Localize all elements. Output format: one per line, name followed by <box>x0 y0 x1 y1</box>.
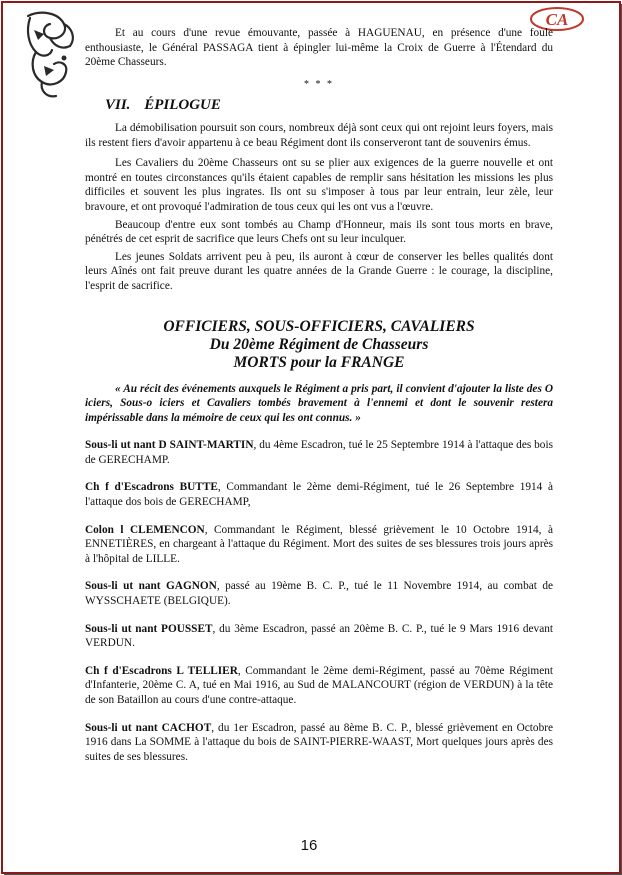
entry-text: , du 3ème Escadron, passé an 20ème B. C. P., tué le 9 Mars 1916 devant VERDUN. <box>85 622 553 650</box>
memorial-entry <box>85 579 553 608</box>
entry-text: , du 4ème Escadron, tué le 25 Septembre 1914 à l'attaque des bois de GERECHAMP. <box>85 439 553 466</box>
entry-name: Sous-li ut nant D SAINT-MARTIN <box>85 439 254 452</box>
epilogue-paragraph-2: Les Cavaliers du 20ème Chasseurs ont su se plier aux exigences de la guerre nouvelle et ont montré en toutes circonstances qu'ils étaient capables de remplir sans hésitation les missions les plus difficiles et souvent les plus ingrates. Ils ont su s'imposer à tous par leur entrain, leur zèle, leur bravoure, et ont provoqué l'admiration de tous ceux qui les ont vus a l'œuvre. <box>85 157 553 213</box>
memorial-heading-line-3: MORTS pour la FRANGE <box>233 353 405 371</box>
memorial-entry <box>85 664 553 708</box>
memorial-entry <box>85 438 553 467</box>
entry-name: Sous-li ut nant CACHOT <box>85 721 212 734</box>
entry-name: Sous-li ut nant GAGNON <box>85 580 217 593</box>
entry-text: , du 1er Escadron, passé au 8ème B. C. P., blessé grièvement en Octobre 1916 dans La SOMME à l'attaque du bois de SAINT-PIERRE-WAAST, Mort quelques jours après des suites de ses blessures. <box>85 721 553 763</box>
memorial-entry <box>85 622 553 651</box>
entry-name: Colon l CLEMENCON <box>85 523 205 536</box>
entry-text: , Commandant le Régiment, blessé grièvement le 10 Octobre 1914, à ENNETIÈRES, en chargeant à l'attaque du Régiment. Mort des suites de ses blessures trois jours après à l'hôpital de LILLE. <box>85 523 553 565</box>
intro-paragraph: Et au cours d'une revue émouvante, passée à HAGUENAU, en présence d'une foule enthousiaste, le Général PASSAGA tient à épingler lui-même la Croix de Guerre à l'Étendard du 20ème Chasseurs. <box>85 27 553 69</box>
entry-name: Sous-li ut nant POUSSET <box>85 622 213 635</box>
section-separator: * * * <box>304 78 334 90</box>
memorial-heading-line-2: Du 20ème Régiment de Chasseurs <box>209 335 429 353</box>
section-heading <box>105 98 553 113</box>
memorial-entry <box>85 480 553 509</box>
entry-name: Ch f d'Escadrons L TELLIER <box>85 664 238 677</box>
entry-text: , Commandant le 2ème demi-Régiment, passé au 70ème Régiment d'Infanterie, 20ème C. A, tué en Mai 1916, au Sud de MALANCOURT (région de VERDUN) à la tête de son Bataillon au cours d'une contre-attaque. <box>85 664 553 706</box>
memorial-entry <box>85 721 553 765</box>
page-content <box>85 26 553 764</box>
epilogue-paragraph-3: Beaucoup d'entre eux sont tombés au Champ d'Honneur, mais ils sont tous morts en brave, pénétrés de cet esprit de sacrifice que leurs Chefs ont su leur inculquer. <box>85 218 553 246</box>
entry-text: , Commandant le 2ème demi-Régiment, tué le 26 Septembre 1914 à l'attaque dos bois de GERECHAMP, <box>85 481 553 509</box>
epilogue-paragraph-4: Les jeunes Soldats arrivent peu à peu, ils auront à cœur de conserver les belles qualités dont leurs Aînés ont fait preuve durant les quatre années de la Grande Guerre : le courage, la discipline, l'esprit de sacrifice. <box>85 250 553 292</box>
memorial-heading <box>85 318 553 372</box>
memorial-entry <box>85 523 553 567</box>
memorial-quote: « Au récit des événements auxquels le Régiment a pris part, il convient d'ajouter la liste des O iciers, Sous-o iciers et Cavaliers tombés bravement à l'ennemi et dont le souvenir restera impérissable dans la mémoire de ceux qui les ont connus. » <box>85 382 553 424</box>
entry-text: , passé au 19ème B. C. P., tué le 11 Novembre 1914, au combat de WYSSCHAETE (BELGIQUE). <box>85 580 554 608</box>
entry-name: Ch f d'Escadrons BUTTE <box>85 481 218 494</box>
section-number: VII. <box>105 97 131 114</box>
page-number: 16 <box>300 837 318 854</box>
decorative-initial-ornament <box>20 10 80 100</box>
section-title: ÉPILOGUE <box>144 97 221 114</box>
logo-text: CA <box>545 10 569 29</box>
memorial-heading-line-1: OFFICIERS, SOUS-OFFICIERS, CAVALIERS <box>163 317 475 335</box>
epilogue-paragraph-1: La démobilisation poursuit son cours, nombreux déjà sont ceux qui ont rejoint leurs foyers, mais ils restent fiers d'avoir appartenu à ce beau Régiment dont ils conserveront tant de souvenirs émus. <box>85 121 553 149</box>
